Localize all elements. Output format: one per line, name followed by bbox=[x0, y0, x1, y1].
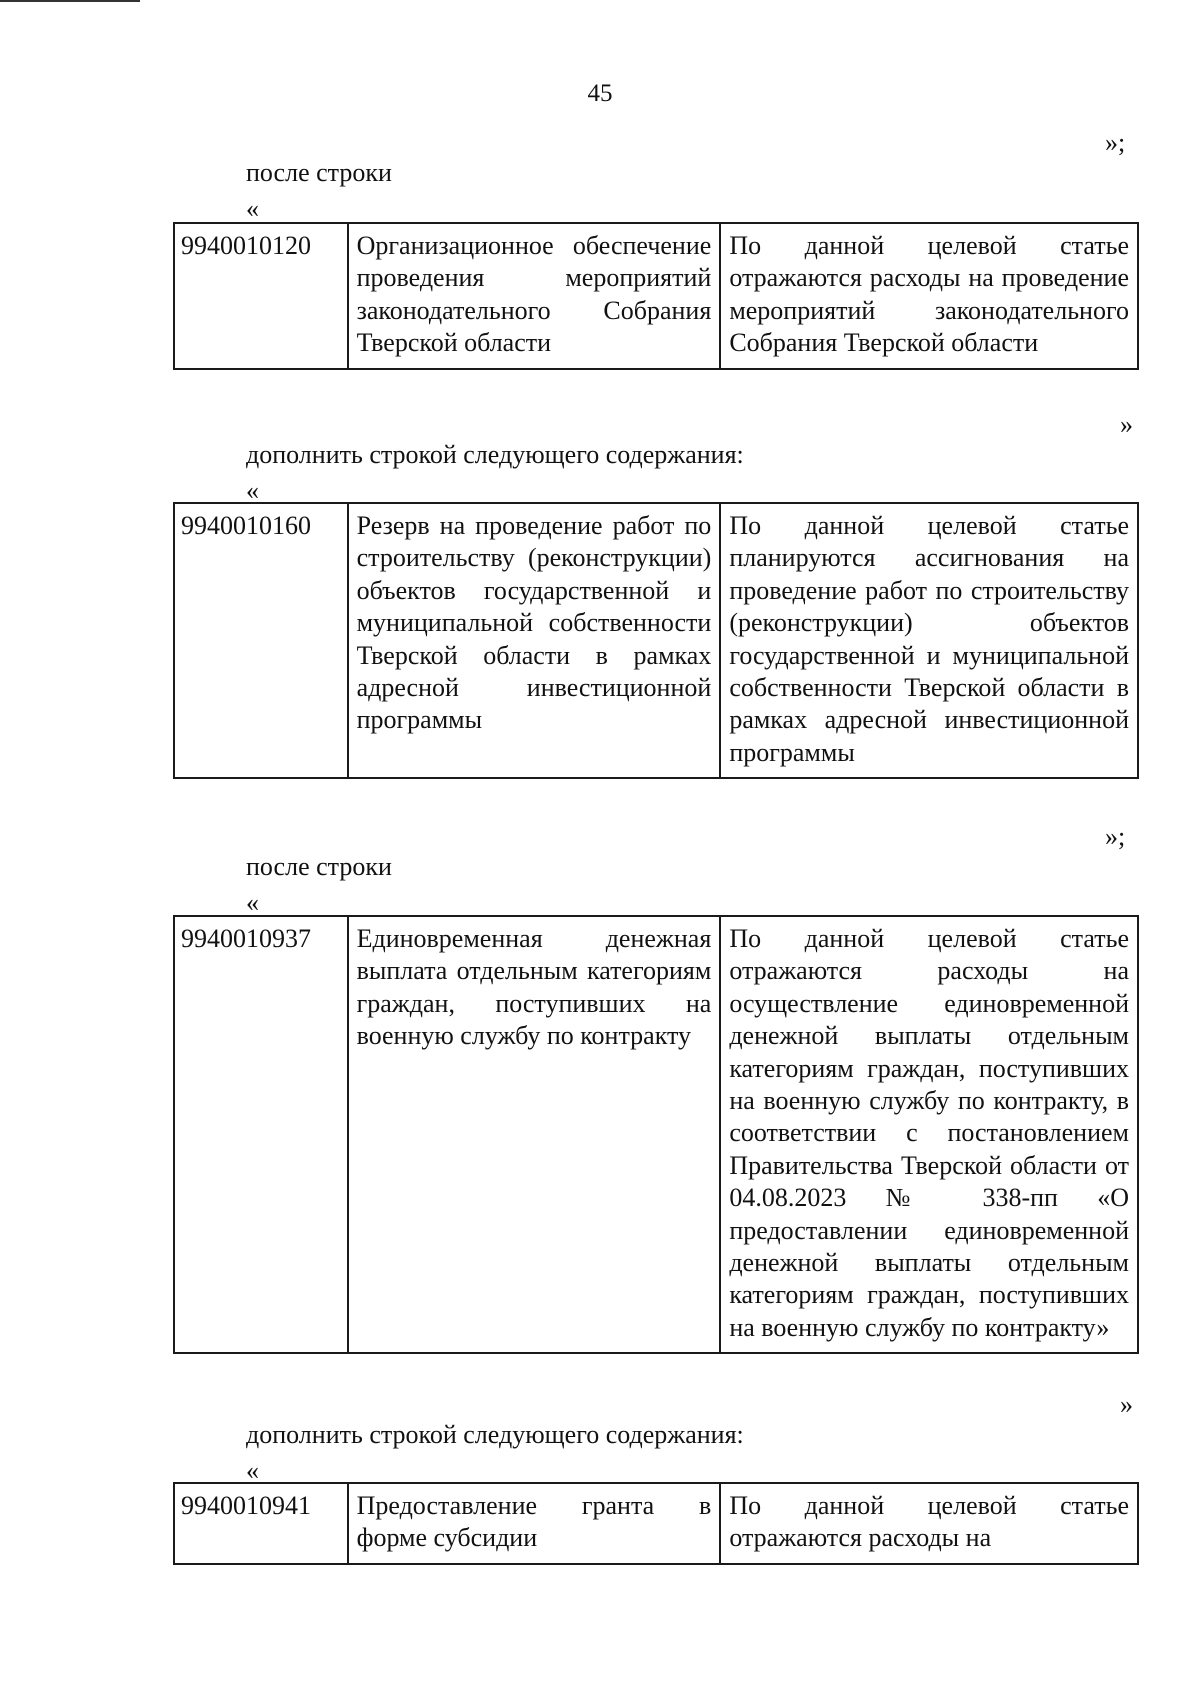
target-code-cell: 9940010941 bbox=[174, 1483, 348, 1564]
page-number: 45 bbox=[587, 80, 613, 107]
closing-quote: »; bbox=[1105, 128, 1126, 157]
closing-quote: » bbox=[1120, 410, 1133, 439]
opening-quote: « bbox=[246, 888, 259, 917]
description-cell: По данной целевой статье отражаются расходы на осуществление единовременной денежной выплаты отдельным категориям граждан, поступивших на военную службу по контракту, в соответствии с постановлением Правительства Тверской области от 04.08.2023 № 338-пп «О предоставлении единовременной денежной выплаты отдельным категориям граждан, поступивших на военную службу по контракту» bbox=[720, 916, 1138, 1353]
item-name-cell: Резерв на проведение работ по строительству (реконструкции) объектов государственной и муниципальной собственности Тверской области в рамках адресной инвестиционной программы bbox=[348, 503, 721, 778]
item-name-cell: Организационное обеспечение проведения мероприятий законодательного Собрания Тверской области bbox=[348, 223, 721, 369]
description-cell: По данной целевой статье отражаются расходы на bbox=[720, 1483, 1138, 1564]
table-row bbox=[174, 1483, 1138, 1564]
table-row bbox=[174, 916, 1138, 1353]
opening-quote: « bbox=[246, 194, 259, 223]
target-code-cell: 9940010120 bbox=[174, 223, 348, 369]
table-row bbox=[174, 223, 1138, 369]
target-code-cell: 9940010160 bbox=[174, 503, 348, 778]
budget-row-table bbox=[173, 502, 1139, 779]
closing-quote: »; bbox=[1105, 822, 1126, 851]
target-code-cell: 9940010937 bbox=[174, 916, 348, 1353]
scan-edge-mark bbox=[0, 0, 140, 2]
description-cell: По данной целевой статье отражаются расходы на проведение мероприятий законодательного Собрания Тверской области bbox=[720, 223, 1138, 369]
budget-row-table bbox=[173, 222, 1139, 370]
opening-quote: « bbox=[246, 1456, 259, 1485]
instruction-text: дополнить строкой следующего содержания: bbox=[246, 1420, 744, 1449]
opening-quote: « bbox=[246, 476, 259, 505]
instruction-text: дополнить строкой следующего содержания: bbox=[246, 440, 744, 469]
description-cell: По данной целевой статье планируются ассигнования на проведение работ по строительству (реконструкции) объектов государственной и муниципальной собственности Тверской области в рамках адресной инвестиционной программы bbox=[720, 503, 1138, 778]
closing-quote: » bbox=[1120, 1390, 1133, 1419]
table-row bbox=[174, 503, 1138, 778]
instruction-text: после строки bbox=[246, 158, 392, 187]
budget-row-table bbox=[173, 1482, 1139, 1565]
budget-row-table bbox=[173, 915, 1139, 1354]
item-name-cell: Единовременная денежная выплата отдельным категориям граждан, поступивших на военную службу по контракту bbox=[348, 916, 721, 1353]
item-name-cell: Предоставление гранта в форме субсидии bbox=[348, 1483, 721, 1564]
instruction-text: после строки bbox=[246, 852, 392, 881]
